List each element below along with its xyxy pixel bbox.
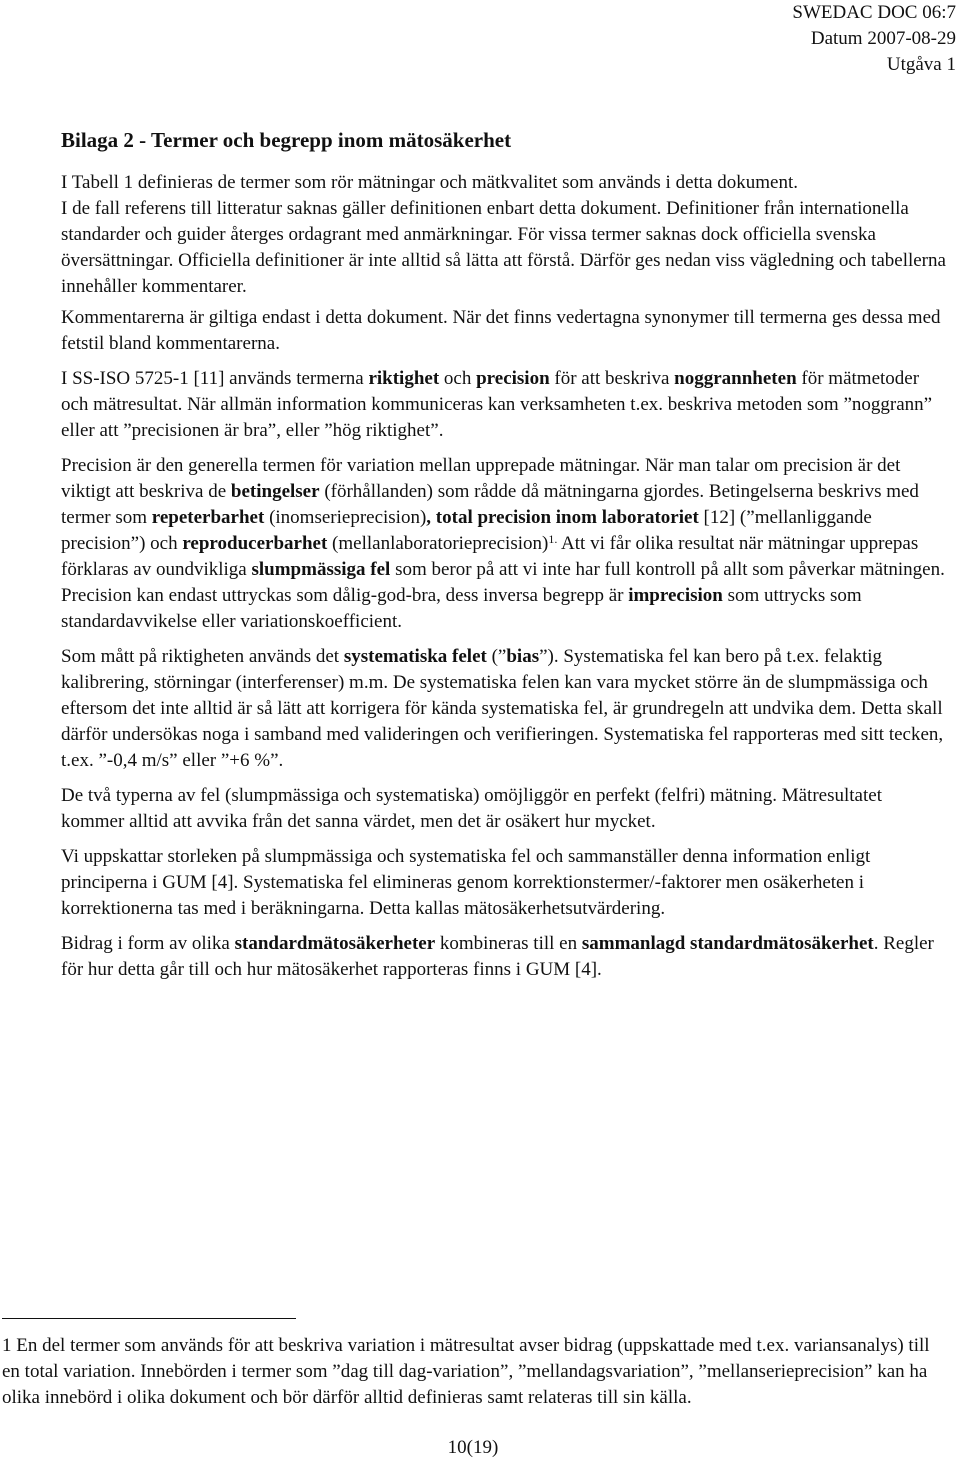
footnote-reference: 1.: [548, 532, 558, 546]
document-edition: Utgåva 1: [886, 54, 956, 75]
paragraph-precision: Precision är den generella termen för variation mellan upprepade mätningar. När man talar om precision är det viktigt att beskriva de betingelser (förhållanden) som rådde då mätningarna gjordes. Betingelserna beskrivs med termer som repeterbarhet (inomserieprecision), total precision inom laboratoriet [12] (”mellanliggande precision”) och reproducerbarhet (mellanlaboratorieprecision)$^{1.}$ Att vi får olika resultat när mätningar upprepas förklaras av oundvikliga slumpmässiga fel som beror på att vi inte har full kontroll på allt som påverkar mätningen. Precision kan endast uttryckas som dålig-god-bra, dess inversa begrepp är imprecision som uttrycks som standardavvikelse eller variationskoefficient.: [61, 455, 945, 632]
paragraph-gum: Vi uppskattar storleken på slumpmässiga och systematiska fel och sammanställer denna information enligt principerna i GUM [4]. Systematiska fel elimineras genom korrektionstermer/-faktorer men osäkerheten i korrektionerna tas med i beräkningarna. Detta kallas mätosäkerhetsutvärdering.: [61, 846, 871, 919]
paragraph-systematic: Som mått på riktigheten används det systematiska felet (”bias”). Systematiska fel kan bero på t.ex. felaktig kalibrering, störningar (interferenser) m.m. De systematiska felen kan vara mycket större än de slumpmässiga och eftersom det inte alltid är så lätt att korrigera för kända systematiska fel, är grundregeln att undvika dem. Detta skall därför undersökas noga i samband med valideringen och verifieringen. Systematiska fel rapporteras med sitt tecken, t.ex. ”-0,4 m/s” eller ”+6 %”.: [61, 646, 944, 771]
intro-sentence-1: I Tabell 1 definieras de termer som rör mätningar och mätkvalitet som används i detta dokument.: [61, 172, 798, 193]
term-reproducerbarhet: reproducerbarhet: [182, 533, 328, 554]
paragraph-intro: [61, 170, 946, 300]
paragraph-error-types: De två typerna av fel (slumpmässiga och systematiska) omöjliggör en perfekt (felfri) mätning. Mätresultatet kommer alltid att avvika från det sanna värdet, men det är osäkert hur mycket.: [61, 785, 882, 832]
term-bias: bias: [506, 646, 540, 667]
page-number: 10(19): [447, 1437, 499, 1458]
intro-sentence-2: I de fall referens till litteratur saknas gäller definitionen enbart detta dokument. Definitioner från internationella standarder och guider återges ordagrant med anmärkningar. För vissa termer saknas dock officiella svenska översättningar. Officiella definitioner är inte alltid så lätta att förstå. Därför ges nedan viss vägledning och tabellerna innehåller kommentarer.: [61, 198, 946, 297]
document-date: Datum 2007-08-29: [810, 28, 956, 49]
paragraph-comments: Kommentarerna är giltiga endast i detta dokument. När det finns vedertagna synonymer till termerna ges dessa med fetstil bland kommentarerna.: [61, 307, 941, 354]
document-id: SWEDAC DOC 06:7: [792, 2, 956, 23]
term-precision: precision: [476, 368, 550, 389]
footnote-divider: [2, 1318, 296, 1319]
paragraph-combined-uncertainty: Bidrag i form av olika standardmätosäkerheter kombineras till en sammanlagd standardmätosäkerhet. Regler för hur detta går till och hur mätosäkerhet rapporteras finns i GUM [4].: [61, 933, 934, 980]
paragraph-terms: I SS-ISO 5725-1 [11] används termerna riktighet och precision för att beskriva noggrannheten för mätmetoder och mätresultat. När allmän information kommuniceras kan verksamheten t.ex. beskriva metoden som ”noggrann” eller att ”precisionen är bra”, eller ”hög riktighet”.: [61, 368, 933, 441]
term-sammanlagd-standardmatosakerhet: sammanlagd standardmätosäkerhet: [581, 933, 874, 954]
footnote-text: 1 En del termer som används för att beskriva variation i mätresultat avser bidrag (uppskattade med t.ex. variansanalys) till en total variation. Innebörden i termer som ”dag till dag-variation”, ”mellandagsvariation”, ”mellanserieprecision” kan ha olika innebörd i olika dokument och bör därför alltid definieras samt relateras till sin källa.: [2, 1335, 930, 1408]
term-repeterbarhet: repeterbarhet: [151, 507, 265, 528]
term-total-precision: , total precision inom laboratoriet: [426, 507, 699, 528]
term-betingelser: betingelser: [230, 481, 320, 502]
term-imprecision: imprecision: [628, 585, 723, 606]
document-body: [61, 170, 946, 992]
term-noggrannheten: noggrannheten: [674, 368, 797, 389]
appendix-title: Bilaga 2 - Termer och begrepp inom mätosäkerhet: [61, 128, 512, 152]
term-standardmatosakerheter: standardmätosäkerheter: [234, 933, 436, 954]
term-systematiska-felet: systematiska felet: [343, 646, 487, 667]
document-header: [792, 0, 956, 78]
term-riktighet: riktighet: [368, 368, 440, 389]
term-slumpmassiga-fel: slumpmässiga fel: [251, 559, 391, 580]
